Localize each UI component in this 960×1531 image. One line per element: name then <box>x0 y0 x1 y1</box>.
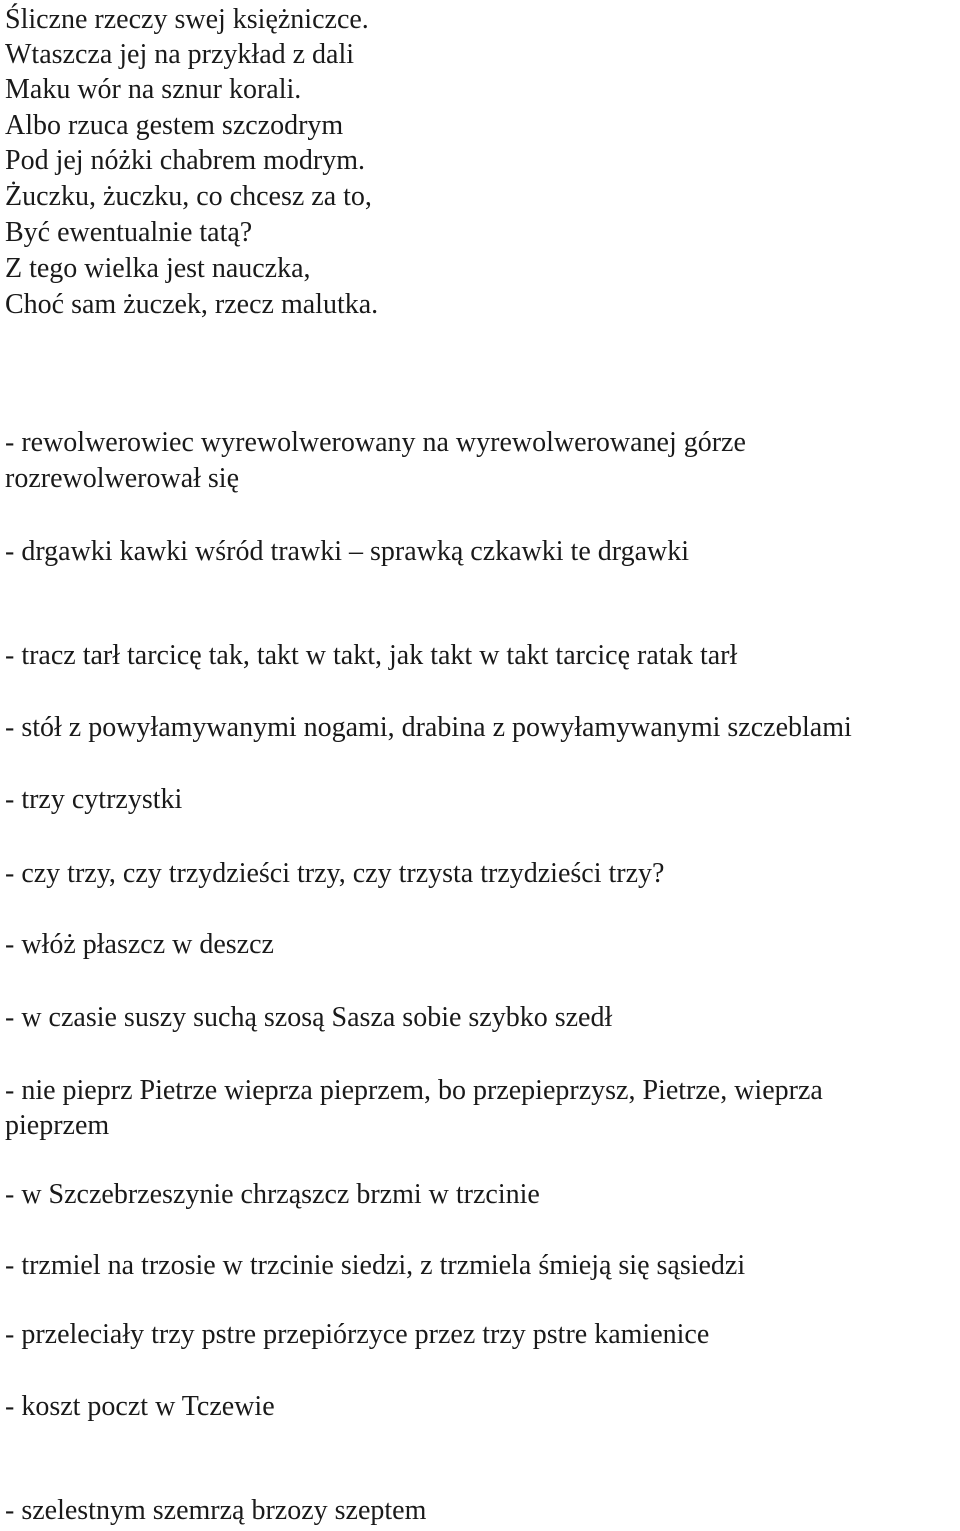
tongue-twister-line: - trzmiel na trzosie w trzcinie siedzi, z trzmiela śmieją się sąsiedzi <box>5 1250 746 1281</box>
tongue-twister-line: - szelestnym szemrzą brzozy szeptem <box>5 1495 427 1526</box>
tongue-twister-line: rozrewolwerował się <box>5 463 240 494</box>
poem-line: Żuczku, żuczku, co chcesz za to, <box>5 181 372 212</box>
tongue-twister-line: - tracz tarł tarcicę tak, takt w takt, jak takt w takt tarcicę ratak tarł <box>5 640 738 671</box>
tongue-twister-line: - koszt poczt w Tczewie <box>5 1391 275 1422</box>
tongue-twister-line: - czy trzy, czy trzydzieści trzy, czy trzysta trzydzieści trzy? <box>5 858 665 889</box>
tongue-twister-line: - drgawki kawki wśród trawki – sprawką czkawki te drgawki <box>5 536 690 567</box>
tongue-twister-line: - włóż płaszcz w deszcz <box>5 929 274 960</box>
tongue-twister-line: - w czasie suszy suchą szosą Sasza sobie szybko szedł <box>5 1002 613 1033</box>
poem-line: Z tego wielka jest nauczka, <box>5 253 311 284</box>
poem-line: Wtaszcza jej na przykład z dali <box>5 39 355 70</box>
tongue-twister-line: pieprzem <box>5 1110 110 1141</box>
tongue-twister-line: - w Szczebrzeszynie chrząszcz brzmi w trzcinie <box>5 1179 540 1210</box>
tongue-twister-line: - trzy cytrzystki <box>5 784 183 815</box>
poem-line: Śliczne rzeczy swej księżniczce. <box>5 4 369 35</box>
tongue-twister-line: - nie pieprz Pietrze wieprza pieprzem, bo przepieprzysz, Pietrze, wieprza <box>5 1075 823 1106</box>
tongue-twister-line: - stół z powyłamywanymi nogami, drabina z powyłamywanymi szczeblami <box>5 712 852 743</box>
poem-line: Być ewentualnie tatą? <box>5 217 253 248</box>
tongue-twister-line: - przeleciały trzy pstre przepiórzyce przez trzy pstre kamienice <box>5 1319 710 1350</box>
poem-line: Pod jej nóżki chabrem modrym. <box>5 145 366 176</box>
poem-line: Choć sam żuczek, rzecz malutka. <box>5 289 379 320</box>
poem-line: Albo rzuca gestem szczodrym <box>5 110 344 141</box>
tongue-twister-line: - rewolwerowiec wyrewolwerowany na wyrewolwerowanej górze <box>5 427 746 458</box>
poem-line: Maku wór na sznur korali. <box>5 74 302 105</box>
